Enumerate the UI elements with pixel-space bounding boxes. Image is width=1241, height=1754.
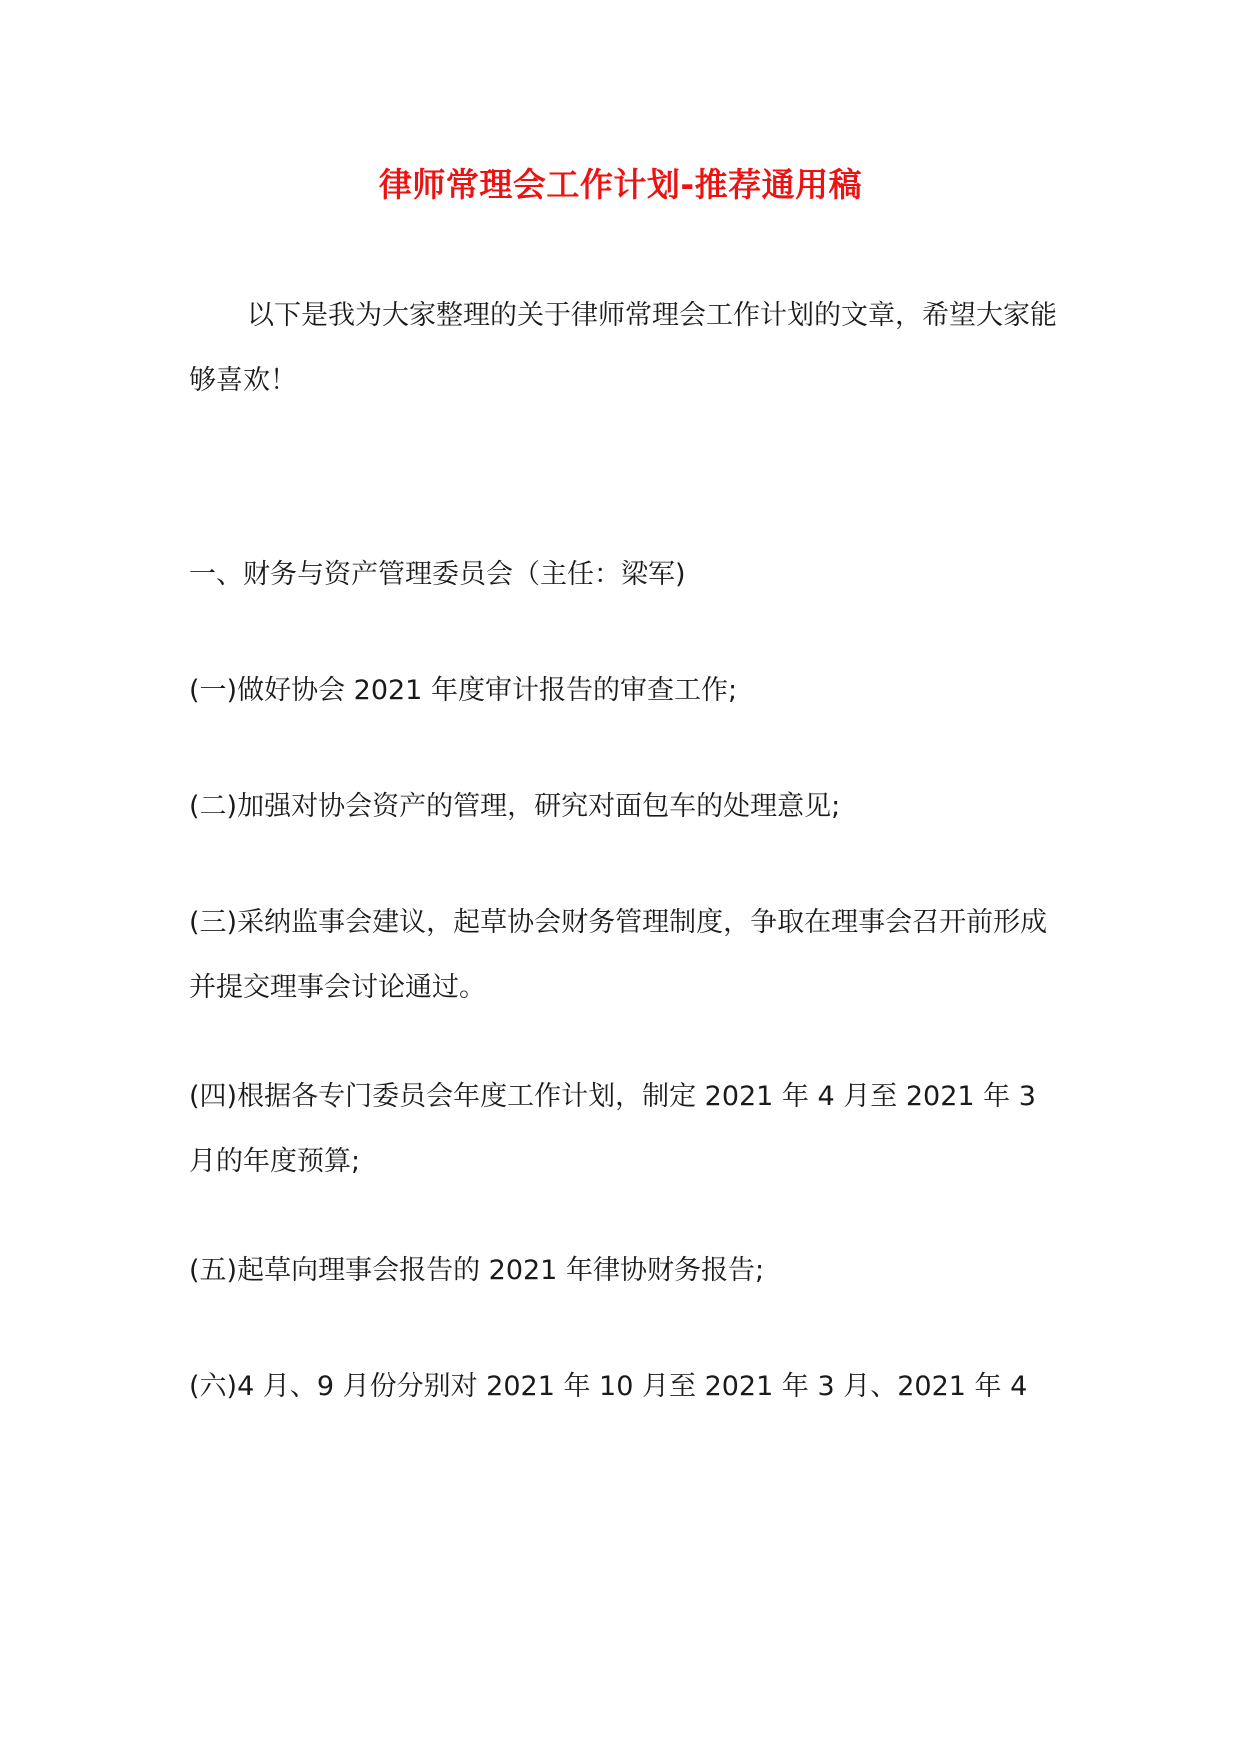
- intro-paragraph: 以下是我为大家整理的关于律师常理会工作计划的文章，希望大家能够喜欢！: [189, 300, 1057, 396]
- document-title: 律师常理会工作计划-推荐通用稿: [378, 165, 863, 204]
- list-item: (六)4 月、9 月份分别对 2021 年 10 月至 2021 年 3 月、2021 年 4: [189, 1371, 1028, 1402]
- list-item: (五)起草向理事会报告的 2021 年律协财务报告;: [189, 1255, 765, 1286]
- list-item: (一)做好协会 2021 年度审计报告的审查工作;: [189, 675, 738, 706]
- section-heading: 一、财务与资产管理委员会（主任：梁军): [189, 559, 686, 590]
- list-item: (二)加强对协会资产的管理，研究对面包车的处理意见;: [189, 791, 841, 822]
- list-item: (四)根据各专门委员会年度工作计划，制定 2021 年 4 月至 2021 年 3 月的年度预算;: [189, 1081, 1036, 1177]
- list-item: (三)采纳监事会建议，起草协会财务管理制度，争取在理事会召开前形成并提交理事会讨论通过。: [189, 907, 1048, 1003]
